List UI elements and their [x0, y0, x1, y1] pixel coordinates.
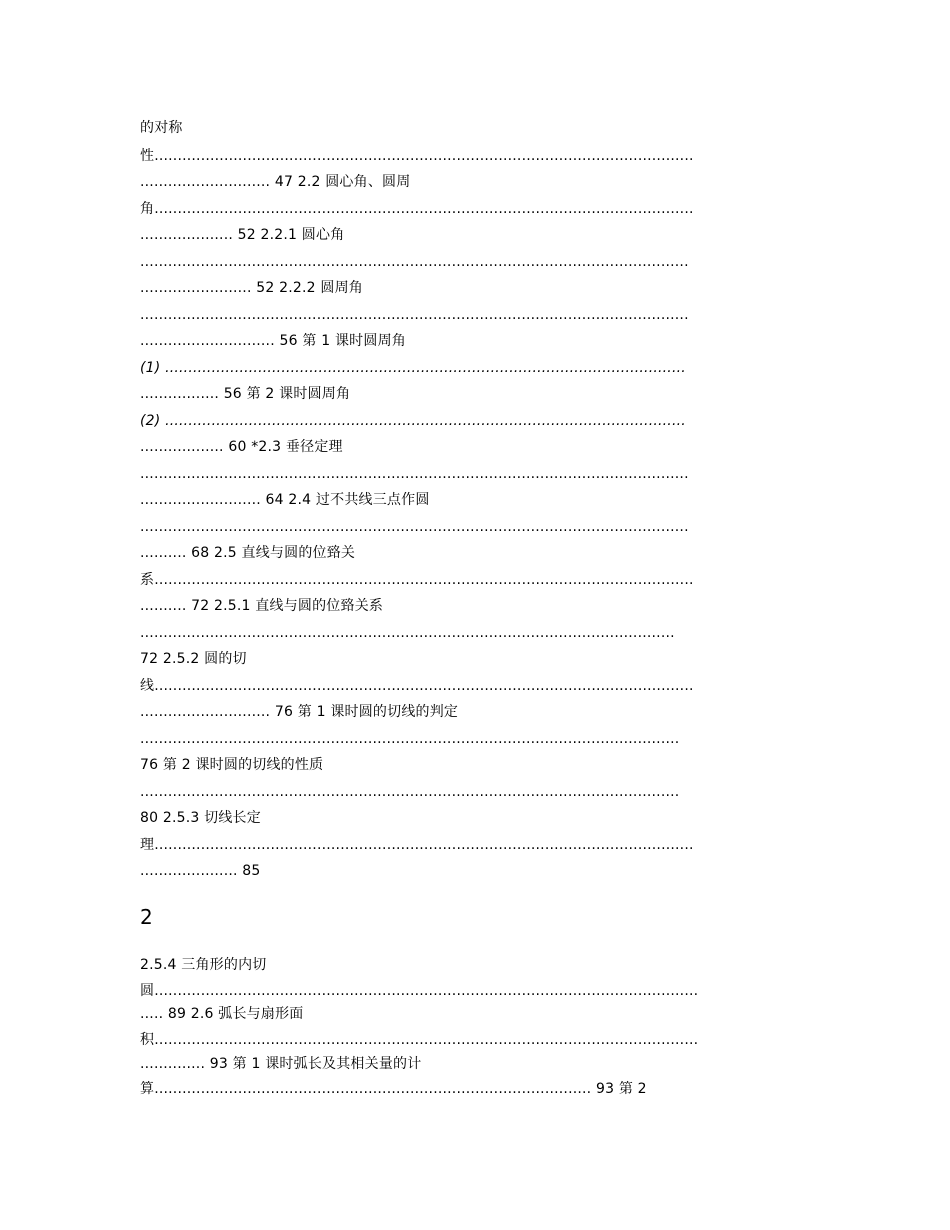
toc-line: 性.................................................................................................................... [140, 148, 694, 164]
toc-line: ...................................................................................................................... [140, 466, 689, 482]
toc-line: ............................ 76 第 1 课时圆的切线的判定 [140, 704, 459, 720]
toc-line: 积..................................................................................................................... [140, 1032, 699, 1048]
toc-line: 2.5.4 三角形的内切 [140, 957, 267, 973]
toc-line: .................................................................................................................... [140, 784, 680, 800]
toc-line: 的对称 [140, 120, 183, 136]
toc-line: ............................ 47 2.2 圆心角、圆周 [140, 174, 411, 190]
toc-line: (1) ................................................................................................................ [140, 360, 686, 376]
toc-line: 80 2.5.3 切线长定 [140, 810, 261, 826]
toc-line: ................. 56 第 2 课时圆周角 [140, 386, 351, 402]
toc-line: ..... 89 2.6 弧长与扇形面 [140, 1006, 304, 1022]
toc-line: .......... 72 2.5.1 直线与圆的位臵关系 [140, 598, 384, 614]
toc-line: .................................................................................................................... [140, 731, 680, 747]
toc-line: .................... 52 2.2.1 圆心角 [140, 227, 345, 243]
toc-line: 76 第 2 课时圆的切线的性质 [140, 757, 324, 773]
toc-line: (2) ................................................................................................................ [140, 413, 686, 429]
toc-line: ...................................................................................................................... [140, 519, 689, 535]
page-number: 2 [140, 905, 153, 929]
toc-line: ...................................................................................................................... [140, 307, 689, 323]
toc-line: 72 2.5.2 圆的切 [140, 651, 247, 667]
toc-line: 线.................................................................................................................... [140, 678, 694, 694]
toc-line: 理.................................................................................................................... [140, 837, 694, 853]
toc-line: 系.................................................................................................................... [140, 572, 694, 588]
toc-line: .......... 68 2.5 直线与圆的位臵关 [140, 545, 356, 561]
toc-line: .................. 60 *2.3 垂径定理 [140, 439, 343, 455]
toc-line: ..................... 85 [140, 863, 261, 879]
toc-line: 角.................................................................................................................... [140, 201, 694, 217]
toc-line: ...................................................................................................................... [140, 254, 689, 270]
toc-line: ............................. 56 第 1 课时圆周角 [140, 333, 406, 349]
toc-line: 算.............................................................................................. 93 第 2 [140, 1081, 647, 1097]
toc-line: ........................ 52 2.2.2 圆周角 [140, 280, 363, 296]
toc-line: .............. 93 第 1 课时弧长及其相关量的计 [140, 1056, 422, 1072]
toc-line: .......................... 64 2.4 过不共线三点作圆 [140, 492, 430, 508]
toc-line: ................................................................................................................... [140, 625, 675, 641]
toc-line: 圆..................................................................................................................... [140, 983, 699, 999]
